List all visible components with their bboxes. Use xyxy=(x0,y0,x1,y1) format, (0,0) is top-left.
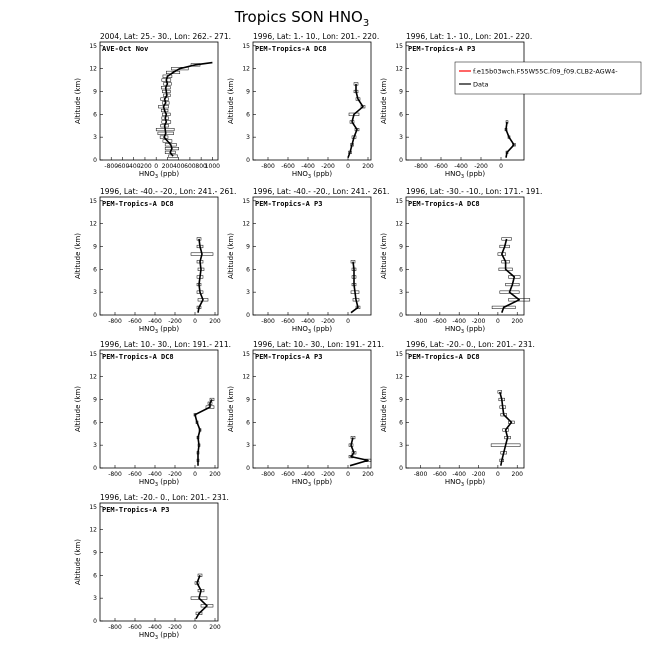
x-axis-label-text: HNO xyxy=(291,478,308,486)
x-axis-label-text: HNO xyxy=(138,170,155,178)
x-axis-label-unit: (ppb) xyxy=(311,170,333,178)
panel-header: 1996, Lat: -20.- 0., Lon: 201.- 231. xyxy=(100,493,229,502)
x-tick-label: -200 xyxy=(138,163,152,170)
x-axis-label xyxy=(445,170,485,180)
panel-title: PEM-Tropics-A DC8 xyxy=(255,45,327,53)
panel-header: 1996, Lat: -20.- 0., Lon: 201.- 231. xyxy=(406,340,535,349)
x-tick-label: -800 xyxy=(104,163,119,170)
x-tick-label: -800 xyxy=(414,163,428,170)
x-tick-label: -800 xyxy=(108,318,122,325)
x-axis-label xyxy=(445,325,485,335)
main-title-text: Tropics SON HNO xyxy=(234,8,363,26)
data-line xyxy=(350,438,368,466)
x-tick-label: -400 xyxy=(452,471,467,478)
y-tick-label: 0 xyxy=(93,157,97,164)
series-data xyxy=(505,121,516,158)
x-axis-label-subscript: 3 xyxy=(460,174,465,180)
panel xyxy=(227,32,379,180)
x-axis-label-subscript: 3 xyxy=(154,635,159,641)
data-line xyxy=(195,400,212,466)
y-tick-label: 15 xyxy=(89,197,97,205)
legend xyxy=(455,62,641,94)
y-tick-label: 15 xyxy=(89,350,97,358)
legend-label: Data xyxy=(473,80,489,89)
panel-header: 1996, Lat: 1.- 10., Lon: 201.- 220. xyxy=(406,32,533,41)
y-tick-label: 9 xyxy=(93,396,97,404)
x-tick-label: 0 xyxy=(495,318,500,325)
y-tick-label: 6 xyxy=(246,419,250,427)
y-tick-label: 12 xyxy=(395,65,403,73)
panel xyxy=(380,32,532,180)
panel-frame xyxy=(100,197,218,315)
y-axis-label: Altitude (km) xyxy=(227,78,235,124)
y-tick-label: 15 xyxy=(242,197,250,205)
x-tick-label: -600 xyxy=(433,471,447,478)
y-tick-label: 0 xyxy=(246,465,250,472)
series-data xyxy=(348,83,365,158)
y-tick-label: 12 xyxy=(89,526,97,534)
x-tick-label: -400 xyxy=(452,318,467,325)
x-tick-label: -600 xyxy=(281,163,295,170)
y-tick-label: 12 xyxy=(395,220,403,228)
x-axis-label-text: HNO xyxy=(138,325,155,333)
x-tick-label: -400 xyxy=(454,163,468,170)
x-tick-label: 200 xyxy=(511,471,523,478)
x-axis-label-subscript: 3 xyxy=(154,174,159,180)
panel xyxy=(74,493,229,641)
x-tick-label: 200 xyxy=(209,318,221,325)
x-tick-label: 0 xyxy=(499,163,503,170)
y-tick-label: 9 xyxy=(246,243,250,251)
y-tick-label: 6 xyxy=(93,419,97,427)
x-tick-label: -600 xyxy=(128,318,142,325)
x-tick-label: -800 xyxy=(108,471,122,478)
x-tick-label: -200 xyxy=(168,318,182,325)
y-tick-label: 3 xyxy=(399,442,403,450)
panel xyxy=(380,187,542,335)
x-tick-label: 600 xyxy=(184,163,196,170)
y-tick-label: 6 xyxy=(246,111,250,119)
y-tick-label: 9 xyxy=(399,396,403,404)
x-tick-label: -200 xyxy=(321,471,335,478)
x-tick-label: 0 xyxy=(193,624,197,631)
y-tick-label: 15 xyxy=(242,350,250,358)
x-tick-label: -600 xyxy=(433,318,447,325)
y-axis-label: Altitude (km) xyxy=(74,539,82,585)
panel-frame xyxy=(100,350,218,468)
x-axis-label-text: HNO xyxy=(138,478,155,486)
x-tick-label: -600 xyxy=(281,318,295,325)
y-axis-label: Altitude (km) xyxy=(74,233,82,279)
y-tick-label: 9 xyxy=(399,88,403,96)
panel xyxy=(227,187,389,335)
x-tick-label: -400 xyxy=(148,318,162,325)
y-tick-label: 9 xyxy=(93,243,97,251)
legend-label: f.e15b03wch.F55W55C.f09_f09.CLB2-AGW4- xyxy=(473,67,618,76)
x-axis-label-subscript: 3 xyxy=(154,329,159,335)
panel xyxy=(74,187,236,335)
y-tick-label: 3 xyxy=(399,289,403,297)
y-tick-label: 12 xyxy=(395,373,403,381)
y-tick-label: 6 xyxy=(399,111,403,119)
panel-title: AVE-Oct Nov xyxy=(102,45,149,53)
x-tick-label: -600 xyxy=(128,624,142,631)
y-axis-label: Altitude (km) xyxy=(74,78,82,124)
panel-header: 1996, Lat: -40.- -20., Lon: 241.- 261. xyxy=(253,187,390,196)
panel-frame xyxy=(100,503,218,621)
y-tick-label: 0 xyxy=(93,618,97,625)
panel-title: PEM-Tropics-A DC8 xyxy=(408,200,480,208)
x-tick-label: -400 xyxy=(148,471,162,478)
x-tick-label: -800 xyxy=(413,471,428,478)
x-tick-label: -200 xyxy=(168,624,182,631)
data-line xyxy=(500,392,512,466)
x-axis-label xyxy=(139,631,179,641)
y-tick-label: 9 xyxy=(246,88,250,96)
panel-title: PEM-Tropics-A DC8 xyxy=(102,200,174,208)
y-tick-label: 15 xyxy=(89,42,97,50)
y-tick-label: 9 xyxy=(93,88,97,96)
y-tick-label: 15 xyxy=(242,42,250,50)
y-tick-label: 15 xyxy=(89,503,97,511)
x-axis-label xyxy=(292,325,332,335)
x-axis-label-text: HNO xyxy=(138,631,155,639)
x-axis-label xyxy=(139,325,179,335)
x-tick-label: 1000 xyxy=(204,163,221,170)
y-tick-label: 15 xyxy=(395,197,403,205)
y-tick-label: 12 xyxy=(89,220,97,228)
y-tick-label: 12 xyxy=(242,373,250,381)
x-tick-label: -600 xyxy=(115,163,130,170)
x-axis-label-text: HNO xyxy=(444,478,461,486)
x-tick-label: 200 xyxy=(209,471,221,478)
panel-title: PEM-Tropics-A DC8 xyxy=(102,353,174,361)
panel xyxy=(74,340,231,488)
x-axis-label-text: HNO xyxy=(444,325,461,333)
y-tick-label: 3 xyxy=(246,134,250,142)
y-tick-label: 0 xyxy=(246,157,250,164)
y-tick-label: 12 xyxy=(89,65,97,73)
y-tick-label: 0 xyxy=(93,465,97,472)
x-tick-label: 400 xyxy=(172,163,185,170)
x-tick-label: -400 xyxy=(148,624,162,631)
x-tick-label: -800 xyxy=(261,163,275,170)
panel-header: 1996, Lat: -40.- -20., Lon: 241.- 261. xyxy=(100,187,237,196)
panel xyxy=(380,340,535,488)
y-tick-label: 6 xyxy=(399,266,403,274)
panel-frame xyxy=(406,197,524,315)
y-axis-label: Altitude (km) xyxy=(380,233,388,279)
y-tick-label: 9 xyxy=(246,396,250,404)
x-tick-label: -400 xyxy=(301,471,315,478)
panel xyxy=(227,340,384,488)
panel-title: PEM-Tropics-A P3 xyxy=(255,200,323,208)
panel-frame xyxy=(406,350,524,468)
main-title xyxy=(234,8,370,29)
y-tick-label: 6 xyxy=(93,111,97,119)
x-tick-label: 200 xyxy=(511,318,523,325)
y-tick-label: 3 xyxy=(246,442,250,450)
x-tick-label: 0 xyxy=(193,318,197,325)
x-tick-label: 0 xyxy=(495,471,500,478)
y-tick-label: 0 xyxy=(399,465,403,472)
y-tick-label: 0 xyxy=(246,312,250,319)
x-axis-label-unit: (ppb) xyxy=(158,478,180,486)
x-axis-label-subscript: 3 xyxy=(460,329,465,335)
x-axis-label-unit: (ppb) xyxy=(311,325,333,333)
x-axis-label-subscript: 3 xyxy=(307,174,312,180)
panel-header: 1996, Lat: 10.- 30., Lon: 191.- 211. xyxy=(100,340,231,349)
y-tick-label: 12 xyxy=(89,373,97,381)
x-axis-label-unit: (ppb) xyxy=(158,631,180,639)
panel-header: 2004, Lat: 25.- 30., Lon: 262.- 271. xyxy=(100,32,231,41)
x-axis-label-text: HNO xyxy=(291,170,308,178)
x-tick-label: 200 xyxy=(362,471,374,478)
x-tick-label: -800 xyxy=(261,318,275,325)
panel-title: PEM-Tropics-A P3 xyxy=(102,506,170,514)
panel-title: PEM-Tropics-A DC8 xyxy=(408,353,480,361)
x-axis-label xyxy=(292,170,332,180)
series-data xyxy=(351,260,360,312)
x-tick-label: -800 xyxy=(108,624,122,631)
x-axis-label-unit: (ppb) xyxy=(311,478,333,486)
series-data xyxy=(491,391,520,466)
x-axis-label xyxy=(139,170,179,180)
y-tick-label: 9 xyxy=(399,243,403,251)
y-tick-label: 3 xyxy=(93,134,97,142)
series-data xyxy=(191,238,213,313)
panel-header: 1996, Lat: 1.- 10., Lon: 201.- 220. xyxy=(253,32,380,41)
x-tick-label: -600 xyxy=(434,163,448,170)
x-tick-label: -200 xyxy=(321,318,335,325)
y-tick-label: 12 xyxy=(242,220,250,228)
x-tick-label: -200 xyxy=(168,471,182,478)
panel-frame xyxy=(406,42,524,160)
x-tick-label: 200 xyxy=(161,163,174,170)
x-axis-label-text: HNO xyxy=(444,170,461,178)
y-tick-label: 3 xyxy=(93,289,97,297)
panel-frame xyxy=(100,42,218,160)
x-tick-label: -200 xyxy=(471,471,486,478)
x-tick-label: -200 xyxy=(471,318,486,325)
y-tick-label: 3 xyxy=(93,595,97,603)
x-tick-label: 0 xyxy=(154,163,159,170)
x-tick-label: 0 xyxy=(346,318,350,325)
x-axis-label-unit: (ppb) xyxy=(158,325,180,333)
x-axis-label xyxy=(139,478,179,488)
panel-title: PEM-Tropics-A P3 xyxy=(408,45,476,53)
data-line xyxy=(506,122,514,158)
y-tick-label: 6 xyxy=(93,266,97,274)
x-axis-label-unit: (ppb) xyxy=(464,170,486,178)
series-data xyxy=(194,398,214,466)
x-tick-label: -200 xyxy=(474,163,488,170)
x-tick-label: 200 xyxy=(362,163,374,170)
y-tick-label: 0 xyxy=(93,312,97,319)
x-tick-label: 0 xyxy=(346,163,350,170)
y-tick-label: 9 xyxy=(93,549,97,557)
panels xyxy=(74,32,641,641)
x-tick-label: -200 xyxy=(321,163,335,170)
y-tick-label: 6 xyxy=(93,572,97,580)
x-axis-label xyxy=(445,478,485,488)
y-axis-label: Altitude (km) xyxy=(227,233,235,279)
y-tick-label: 6 xyxy=(246,266,250,274)
x-tick-label: -800 xyxy=(261,471,275,478)
y-tick-label: 12 xyxy=(242,65,250,73)
x-axis-label-unit: (ppb) xyxy=(464,478,486,486)
x-tick-label: 200 xyxy=(209,624,221,631)
x-tick-label: 0 xyxy=(346,471,350,478)
x-axis-label-subscript: 3 xyxy=(307,329,312,335)
x-tick-label: -600 xyxy=(128,471,142,478)
x-axis-label-subscript: 3 xyxy=(154,482,159,488)
x-axis-label-subscript: 3 xyxy=(307,482,312,488)
x-tick-label: -800 xyxy=(413,318,428,325)
x-tick-label: -400 xyxy=(126,163,141,170)
y-axis-label: Altitude (km) xyxy=(380,78,388,124)
x-tick-label: 800 xyxy=(195,163,207,170)
panel-header: 1996, Lat: 10.- 30., Lon: 191.- 211. xyxy=(253,340,384,349)
x-tick-label: 0 xyxy=(193,471,197,478)
y-tick-label: 3 xyxy=(93,442,97,450)
y-tick-label: 3 xyxy=(399,134,403,142)
y-axis-label: Altitude (km) xyxy=(74,386,82,432)
series-data xyxy=(191,574,213,619)
panel-header: 1996, Lat: -30.- -10., Lon: 171.- 191. xyxy=(406,187,543,196)
x-axis-label-unit: (ppb) xyxy=(158,170,180,178)
y-tick-label: 3 xyxy=(246,289,250,297)
y-tick-label: 0 xyxy=(399,157,403,164)
x-tick-label: -400 xyxy=(301,318,315,325)
y-axis-label: Altitude (km) xyxy=(380,386,388,432)
x-axis-label-subscript: 3 xyxy=(460,482,465,488)
x-tick-label: -600 xyxy=(281,471,295,478)
y-tick-label: 15 xyxy=(395,350,403,358)
panel-title: PEM-Tropics-A P3 xyxy=(255,353,323,361)
panel xyxy=(74,32,231,180)
panel-frame xyxy=(253,197,371,315)
x-axis-label-unit: (ppb) xyxy=(464,325,486,333)
x-axis-label-text: HNO xyxy=(291,325,308,333)
main-title-subscript: 3 xyxy=(362,18,370,29)
y-tick-label: 0 xyxy=(399,312,403,319)
x-tick-label: -400 xyxy=(301,163,315,170)
series-data xyxy=(349,436,371,465)
series-data xyxy=(156,63,212,158)
y-tick-label: 6 xyxy=(399,419,403,427)
x-axis-label xyxy=(292,478,332,488)
y-tick-label: 15 xyxy=(395,42,403,50)
y-axis-label: Altitude (km) xyxy=(227,386,235,432)
